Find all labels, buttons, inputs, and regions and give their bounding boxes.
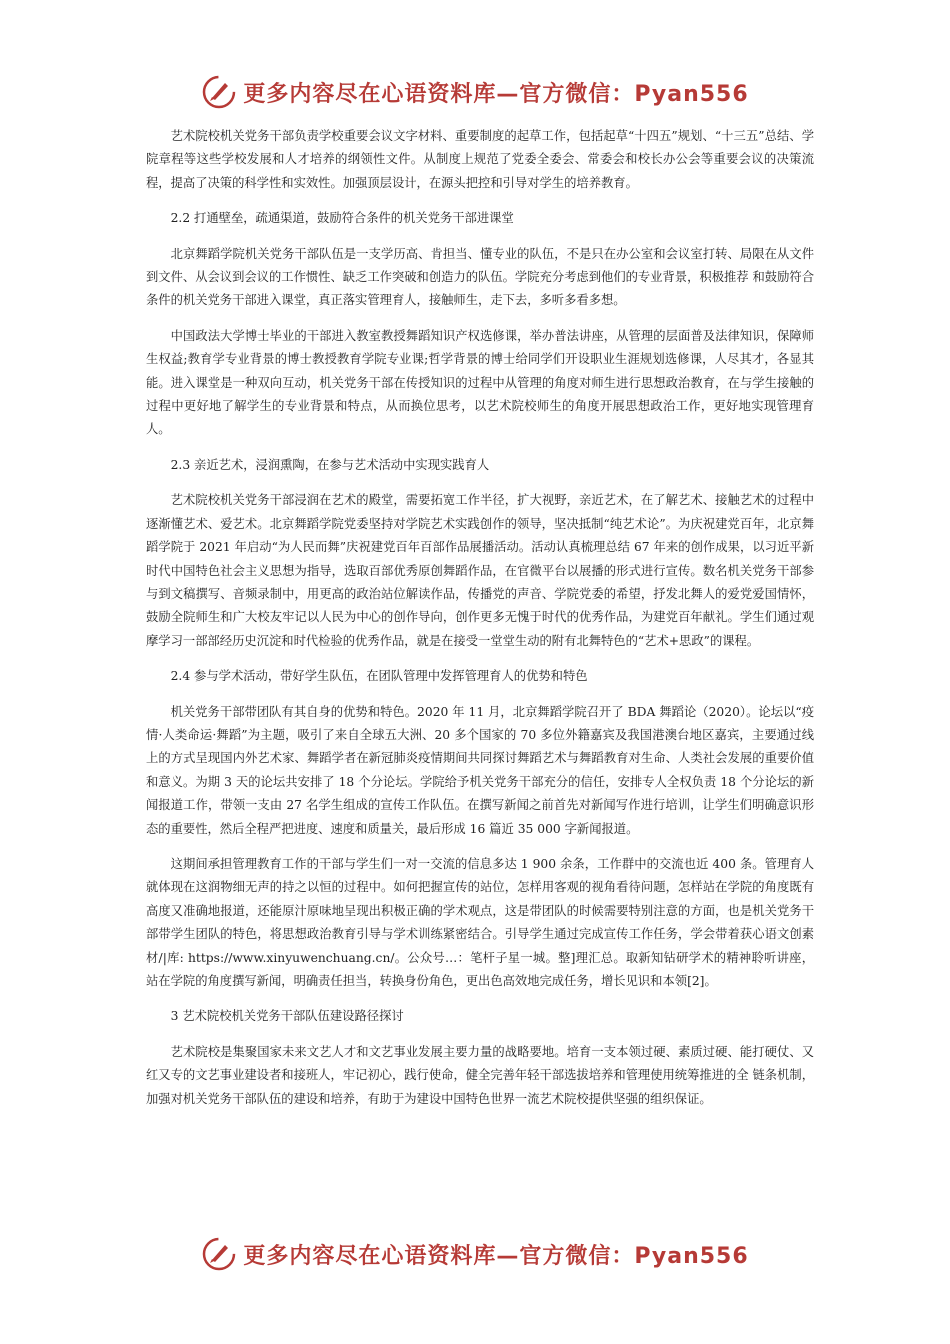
body-paragraph: 北京舞蹈学院机关党务干部队伍是一支学历高、肯担当、懂专业的队伍，不是只在办公室和会议室打转、局限在从文件到文件、从会议到会议的工作惯性、缺乏工作突破和创造力的队伍。学院充分考虑到他们的专业背景，积极推荐 和鼓励符合条件的机关党务干部进入课堂，真正落实管理育人，接触师生，走下去，多听多看多想。	[146, 246, 814, 308]
scroll-logo-icon	[201, 74, 237, 110]
body-paragraph: 艺术院校是集聚国家未来文艺人才和文艺事业发展主要力量的战略要地。培育一支本领过硬、素质过硬、能打硬仗、又红又专的文艺事业建设者和接班人，牢记初心，践行使命，健全完善年轻干部选拔培养和管理使用统筹推进的全 链条机制，加强对机关党务干部队伍的建设和培养，有助于为建设中国特色世界一流艺术院校提供坚强的组织保证。	[146, 1044, 814, 1106]
scroll-logo-icon	[201, 1236, 237, 1272]
watermark-banner-text: 更多内容尽在心语资料库—官方微信：Pyan556	[243, 81, 749, 107]
body-paragraph: 机关党务干部带团队有其自身的优势和特色。2020 年 11 月，北京舞蹈学院召开了 BDA 舞蹈论（2020）。论坛以“疫情·人类命运·舞蹈”为主题，吸引了来自全球五大洲、20 多个国家的 70 多位外籍嘉宾及我国港澳台地区嘉宾，主要通过线上的方式呈现国内外艺术家、舞蹈学者在新冠肺炎疫情期间共同探讨舞蹈艺术与舞蹈教育对生命、人类社会发展的重要价值和意义。为期 3 天的论坛共安排了 18 个分论坛。学院给予机关党务干部充分的信任，安排专人全权负责 18 个分论坛的新闻报道工作，带领一支由 27 名学生组成的宣传工作队伍。在撰写新闻之前首先对新闻写作进行培训，让学生们明确意识形态的重要性，然后全程严把进度、速度和质量关，最后形成 16 篇近 35 000 字新闻报道。	[146, 704, 814, 836]
section-heading: 2.3 亲近艺术，浸润熏陶，在参与艺术活动中实现实践育人	[170, 457, 490, 472]
body-paragraph: 这期间承担管理教育工作的干部与学生们一对一交流的信息多达 1 900 余条，工作群中的交流也近 400 条。管理育人就体现在这润物细无声的持之以恒的过程中。如何把握宣传的站位，怎样用客观的视角看待问题，怎样站在学院的角度既有高度又准确地报道，还能原汁原味地呈现出积极正确的学术观点，这是带团队的时候需要特别注意的方面，也是机关党务干部带学生团队的特色，将思想政治教育引导与学术训练紧密结合。引导学生通过完成宣传工作任务，学会带着获心语文创素材/|库: https://www.xinyuwenchuang.cn/。公众号…：笔杆子星一城。整]理汇总。取新知钻研学术的精神聆听讲座，站在学院的角度撰写新闻，明确责任担当，转换身份角色，更出色高效地完成任务，增长见识和本领[2]。	[146, 856, 814, 988]
document-body	[146, 125, 814, 1123]
section-heading: 2.2 打通壁垒，疏通渠道，鼓励符合条件的机关党务干部进课堂	[170, 211, 514, 226]
body-paragraph: 艺术院校机关党务干部负责学校重要会议文字材料、重要制度的起草工作，包括起草“十四五”规划、“十三五”总结、学院章程等这些学校发展和人才培养的纲领性文件。从制度上规范了党委全委会、常委会和校长办公会等重要会议的决策流程，提高了决策的科学性和实效性。加强顶层设计，在源头把控和引导对学生的培养教育。	[146, 129, 814, 190]
section-heading: 3 艺术院校机关党务干部队伍建设路径探讨	[170, 1009, 404, 1024]
watermark-banner-text: 更多内容尽在心语资料库—官方微信：Pyan556	[243, 1243, 749, 1269]
body-paragraph: 艺术院校机关党务干部浸润在艺术的殿堂，需要拓宽工作半径，扩大视野，亲近艺术，在了解艺术、接触艺术的过程中逐渐懂艺术、爱艺术。北京舞蹈学院党委坚持对学院艺术实践创作的领导，坚决抵制“纯艺术论”。为庆祝建党百年，北京舞蹈学院于 2021 年启动“为人民而舞”庆祝建党百年百部作品展播活动。活动认真梳理总结 67 年来的创作成果，以习近平新时代中国特色社会主义思想为指导，选取百部优秀原创舞蹈作品，在官微平台以展播的形式进行宣传。数名机关党务干部参与到文稿撰写、音频录制中，用更高的政治站位解读作品，传播党的声音、学院党委的希望，抒发北舞人的爱党爱国情怀，鼓励全院师生和广大校友牢记以人民为中心的创作导向，创作更多无愧于时代的优秀作品，为建党百年献礼。学生们通过观摩学习一部部经历史沉淀和时代检验的优秀作品，就是在接受一堂堂生动的附有北舞特色的“艺术+思政”的课程。	[146, 493, 814, 648]
section-heading: 2.4 参与学术活动，带好学生队伍，在团队管理中发挥管理育人的优势和特色	[170, 669, 588, 684]
watermark-banner-bottom	[0, 1232, 950, 1276]
body-paragraph: 中国政法大学博士毕业的干部进入教室教授舞蹈知识产权选修课，举办普法讲座，从管理的层面普及法律知识，保障师生权益;教育学专业背景的博士教授教育学院专业课;哲学背景的博士给同学们开设职业生涯规划选修课，人尽其才，各显其能。进入课堂是一种双向互动，机关党务干部在传授知识的过程中从管理的角度对师生进行思想政治教育，在与学生接触的过程中更好地了解学生的专业背景和特点，从而换位思考，以艺术院校师生的角度开展思想政治工作，更好地实现管理育人。	[146, 328, 814, 437]
watermark-banner-top	[0, 70, 950, 114]
